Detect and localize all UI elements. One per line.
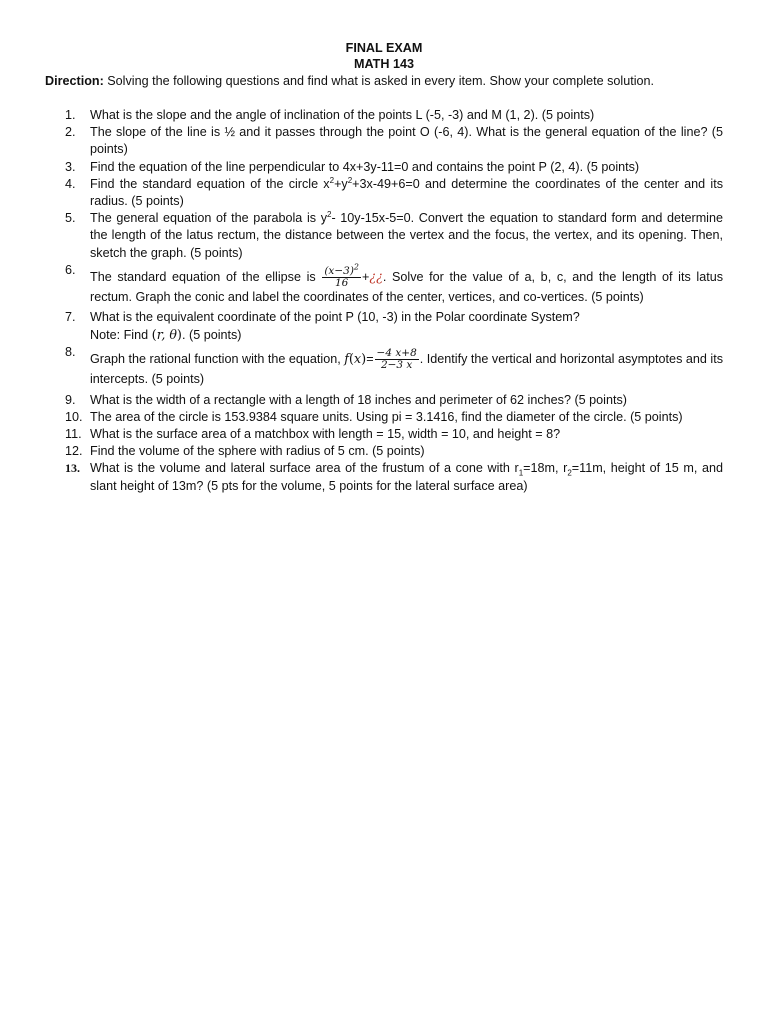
- direction-label: Direction:: [45, 74, 104, 88]
- question-text: What is the surface area of a matchbox with length = 15, width = 10, and height = 8?: [90, 427, 561, 442]
- question-list: [45, 107, 723, 495]
- fraction-denominator: 2−3 x: [380, 359, 413, 372]
- question-note: [90, 328, 242, 342]
- text-part: =18m, r: [523, 461, 568, 476]
- fraction-denominator: 16: [334, 276, 349, 289]
- text-part: Graph the rational function with the equation,: [90, 352, 345, 367]
- question-number: 1.: [65, 108, 76, 122]
- question-1: [45, 107, 723, 124]
- question-number: 7.: [65, 310, 76, 325]
- question-12: [45, 443, 723, 460]
- question-text: [90, 211, 723, 259]
- question-text: [90, 262, 723, 304]
- question-number: 13.: [65, 461, 80, 476]
- question-number: 6.: [65, 262, 76, 277]
- text-part: +3x-49+6=0 and determine the coordinates of the center and its radius. (5 points): [90, 176, 724, 209]
- question-2: [45, 124, 723, 158]
- question-number: 12.: [65, 444, 83, 459]
- fraction-numerator: −4 x+8: [376, 347, 417, 360]
- question-text: What is the equivalent coordinate of the point P (10, -3) in the Polar coordinate System?: [90, 310, 580, 325]
- question-7: [45, 309, 723, 344]
- question-number: 11.: [65, 427, 82, 442]
- question-text: [90, 461, 723, 492]
- question-number: 3.: [65, 159, 76, 174]
- text-part: The standard equation of the ellipse is: [90, 269, 322, 284]
- question-text: What is the width of a rectangle with a length of 18 inches and perimeter of 62 inches? (5 points): [90, 392, 627, 407]
- exponent: 2: [329, 175, 335, 185]
- text-part: +y: [334, 176, 348, 191]
- text-part: - 10y-15x-5=0. Convert the equation to standard form and determine the length of the latus rectum, the distance between the vertex and the focus, the vertex, and its opening. Then, sketch the graph. (5 points): [90, 211, 723, 260]
- question-number: 5.: [65, 211, 76, 226]
- question-3: [45, 159, 723, 176]
- course-code: MATH 143: [354, 57, 414, 71]
- function-variable: x: [354, 351, 362, 367]
- question-text: [90, 177, 723, 208]
- note-text: . (5 points): [182, 328, 242, 343]
- paren-open: (: [151, 328, 157, 344]
- function-name: f: [344, 351, 349, 367]
- question-6: [45, 262, 723, 309]
- question-number: 2.: [65, 125, 76, 140]
- paren-open: (: [348, 352, 354, 368]
- text-part: . Solve for the value of a, b, c, and the length of its latus rectum. Graph the conic and label the coordinates of the center, vertices, and co-vertices. (5 points): [90, 269, 723, 304]
- note-text: Note: Find: [90, 328, 152, 343]
- polar-coordinates: r, θ: [156, 327, 177, 343]
- plus-sign: +: [362, 269, 370, 284]
- question-number: 9.: [65, 392, 76, 407]
- question-text: Find the volume of the sphere with radius of 5 cm. (5 points): [90, 444, 425, 459]
- text-part: =11m, height of 15 m, and slant height of 13m? (5 pts for the volume, 5 points for the lateral surface area): [90, 461, 723, 493]
- question-10: [45, 409, 723, 426]
- question-text: The slope of the line is ½ and it passes through the point O (-6, 4). What is the general equation of the line? (5 points): [90, 125, 723, 157]
- exponent: 2: [353, 262, 360, 272]
- text-part: . Identify the vertical and horizontal asymptotes and its intercepts. (5 points): [90, 352, 723, 387]
- direction-text: Solving the following questions and find what is asked in every item. Show your complete solution.: [103, 74, 655, 88]
- text-part: The general equation of the parabola is y: [90, 211, 327, 226]
- direction-paragraph: [45, 73, 723, 90]
- paren-close: ): [176, 328, 182, 344]
- question-5: [45, 210, 723, 262]
- exponent: 2: [327, 210, 332, 220]
- question-number: 8.: [65, 345, 76, 360]
- exponent: 2: [347, 175, 353, 185]
- question-text: Find the equation of the line perpendicular to 4x+3y-11=0 and contains the point P (2, 4). (5 points): [90, 159, 640, 174]
- question-number: 4.: [65, 176, 76, 191]
- question-number: 10.: [65, 409, 83, 424]
- question-text: What is the slope and the angle of inclination of the points L (-5, -3) and M (1, 2). (5 points): [90, 108, 595, 122]
- rational-fraction: [375, 348, 419, 371]
- subscript: 2: [567, 468, 572, 478]
- subscript: 1: [518, 468, 524, 478]
- question-8: [45, 344, 723, 391]
- question-text: [90, 347, 723, 387]
- exam-title: FINAL EXAM: [345, 41, 423, 55]
- ellipse-fraction: [322, 262, 361, 289]
- question-13: [45, 460, 723, 494]
- question-4: [45, 176, 723, 210]
- question-11: [45, 426, 723, 443]
- question-9: [45, 392, 723, 409]
- question-text: The area of the circle is 153.9384 square units. Using pi = 3.1416, find the diameter of the circle. (5 points): [90, 409, 683, 424]
- exam-header: [0, 40, 768, 72]
- equals-sign: =: [366, 352, 374, 367]
- numerator-text: (x−3): [324, 264, 354, 277]
- text-part: What is the volume and lateral surface area of the frustum of a cone with r: [90, 461, 519, 476]
- text-part: Find the standard equation of the circle x: [90, 176, 330, 191]
- paren-close: ): [361, 352, 367, 368]
- render-error-glyph: ¿¿: [369, 268, 383, 284]
